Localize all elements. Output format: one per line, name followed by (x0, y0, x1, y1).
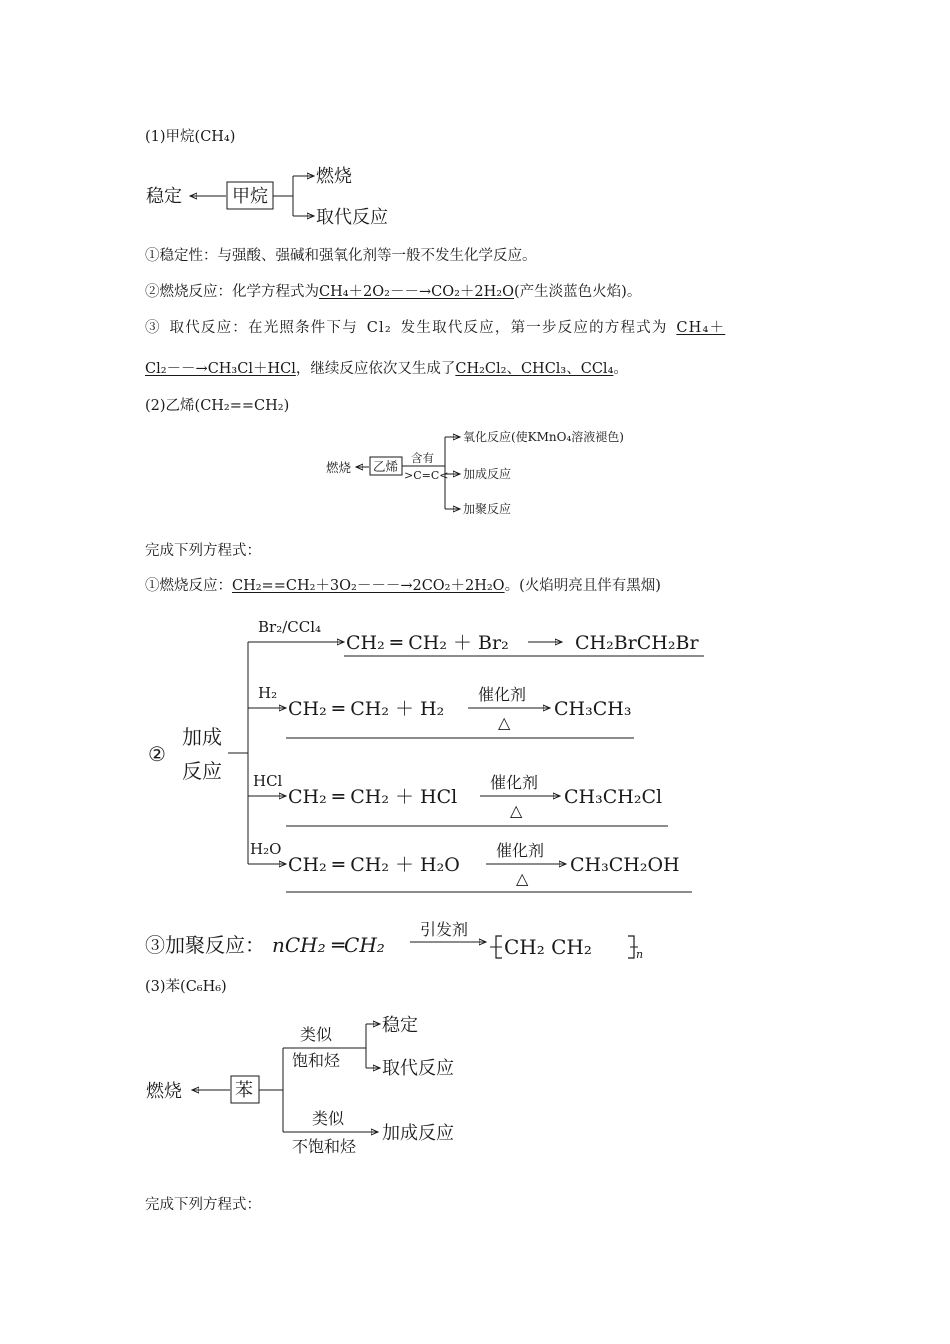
methane-heading: (1)甲烷(CH₄) (145, 129, 236, 145)
polymer-subscript: n (636, 948, 644, 961)
methane-center-label: 甲烷 (232, 186, 268, 207)
methane-left-label: 稳定 (146, 186, 182, 207)
ethylene-contains-label: 含有 (411, 451, 434, 465)
reagent-h2o: H₂O (250, 840, 282, 858)
methane-item1: ①稳定性：与强酸、强碱和强氧化剂等一般不发生化学反应。 (145, 248, 537, 264)
eq4-cond-top: 催化剂 (496, 841, 545, 860)
reagent-hcl: HCl (253, 772, 283, 790)
eq2-cond-top: 催化剂 (478, 685, 527, 704)
ethylene-addition-block (140, 608, 720, 908)
benzene-upper-cond1: 类似 (300, 1025, 333, 1044)
ethylene-combustion: ①燃烧反应：CH₂==CH₂＋3O₂－－－→2CO₂＋2H₂O。(火焰明亮且伴有黑烟) (145, 578, 661, 594)
ethylene-diagram (320, 420, 650, 525)
eq3-cond-top: 催化剂 (490, 773, 539, 792)
eq1-lhs: CH₂ ═ CH₂ ＋ Br₂ (346, 632, 509, 654)
polymer-cond: 引发剂 (420, 920, 469, 939)
methane-item2: ②燃烧反应：化学方程式为CH₄＋2O₂－－→CO₂＋2H₂O(产生淡蓝色火焰)。 (145, 284, 642, 300)
addition-number: ② (148, 742, 166, 766)
methane-top-label: 燃烧 (316, 166, 352, 187)
polymer-label: ③加聚反应： (145, 933, 265, 957)
ethylene-left-label: 燃烧 (326, 460, 352, 475)
eq2-cond-bottom: △ (498, 713, 511, 732)
ethylene-heading: (2)乙烯(CH₂==CH₂) (145, 398, 290, 414)
eq2-rhs: CH₃CH₃ (554, 698, 632, 720)
ethylene-combustion-equation: CH₂==CH₂＋3O₂－－－→2CO₂＋2H₂O (232, 578, 505, 594)
reagent-h2: H₂ (258, 684, 278, 702)
benzene-lower-cond2: 不饱和烃 (292, 1137, 357, 1156)
addition-title-1: 加成 (182, 725, 222, 749)
methane-item3-line2: Cl₂－－→CH₃Cl＋HCl，继续反应依次又生成了CH₂Cl₂、CHCl₃、CCl₄。 (145, 361, 628, 377)
ethylene-complete-label: 完成下列方程式： (145, 543, 261, 559)
reagent-br2: Br₂/CCl₄ (258, 618, 322, 636)
benzene-upper-bottom: 取代反应 (382, 1058, 454, 1079)
methane-combustion-equation: CH₄＋2O₂－－→CO₂＋2H₂O (319, 284, 514, 300)
eq3-rhs: CH₃CH₂Cl (564, 786, 663, 808)
eq1-rhs: CH₂BrCH₂Br (575, 632, 699, 654)
benzene-lower-cond1: 类似 (312, 1109, 345, 1128)
ethylene-group-label: >C=C< (404, 469, 449, 482)
benzene-upper-top: 稳定 (382, 1015, 418, 1036)
polymer-rhs: CH₂ CH₂ (504, 935, 592, 959)
polymer-lhs: nCH₂ ═CH₂ (272, 933, 385, 957)
eq4-lhs: CH₂ ═ CH₂ ＋ H₂O (288, 854, 460, 876)
benzene-complete-label: 完成下列方程式： (145, 1197, 261, 1213)
ethylene-branch3: 加聚反应 (463, 502, 512, 516)
benzene-diagram (140, 1008, 480, 1168)
benzene-upper-cond2: 饱和烃 (292, 1051, 341, 1070)
methane-bottom-label: 取代反应 (316, 207, 388, 228)
ethylene-center-label: 乙烯 (373, 459, 399, 474)
methane-item3-line1: ③ 取代反应：在光照条件下与 Cl₂ 发生取代反应，第一步反应的方程式为 CH₄＋ (145, 320, 726, 336)
eq3-cond-bottom: △ (510, 801, 523, 820)
methane-diagram (140, 158, 420, 233)
eq3-lhs: CH₂ ═ CH₂ ＋ HCl (288, 786, 458, 808)
ethylene-branch2: 加成反应 (463, 467, 512, 481)
benzene-center-label: 苯 (235, 1080, 253, 1101)
addition-title-2: 反应 (182, 759, 222, 783)
eq2-lhs: CH₂ ═ CH₂ ＋ H₂ (288, 698, 445, 720)
eq4-cond-bottom: △ (516, 869, 529, 888)
benzene-left-label: 燃烧 (146, 1081, 182, 1102)
polymer-equation (140, 914, 660, 964)
ethylene-branch1: 氧化反应(使KMnO₄溶液褪色) (463, 430, 624, 444)
eq4-rhs: CH₃CH₂OH (570, 854, 680, 876)
benzene-heading: (3)苯(C₆H₆) (145, 979, 227, 995)
benzene-lower-target: 加成反应 (382, 1123, 454, 1144)
